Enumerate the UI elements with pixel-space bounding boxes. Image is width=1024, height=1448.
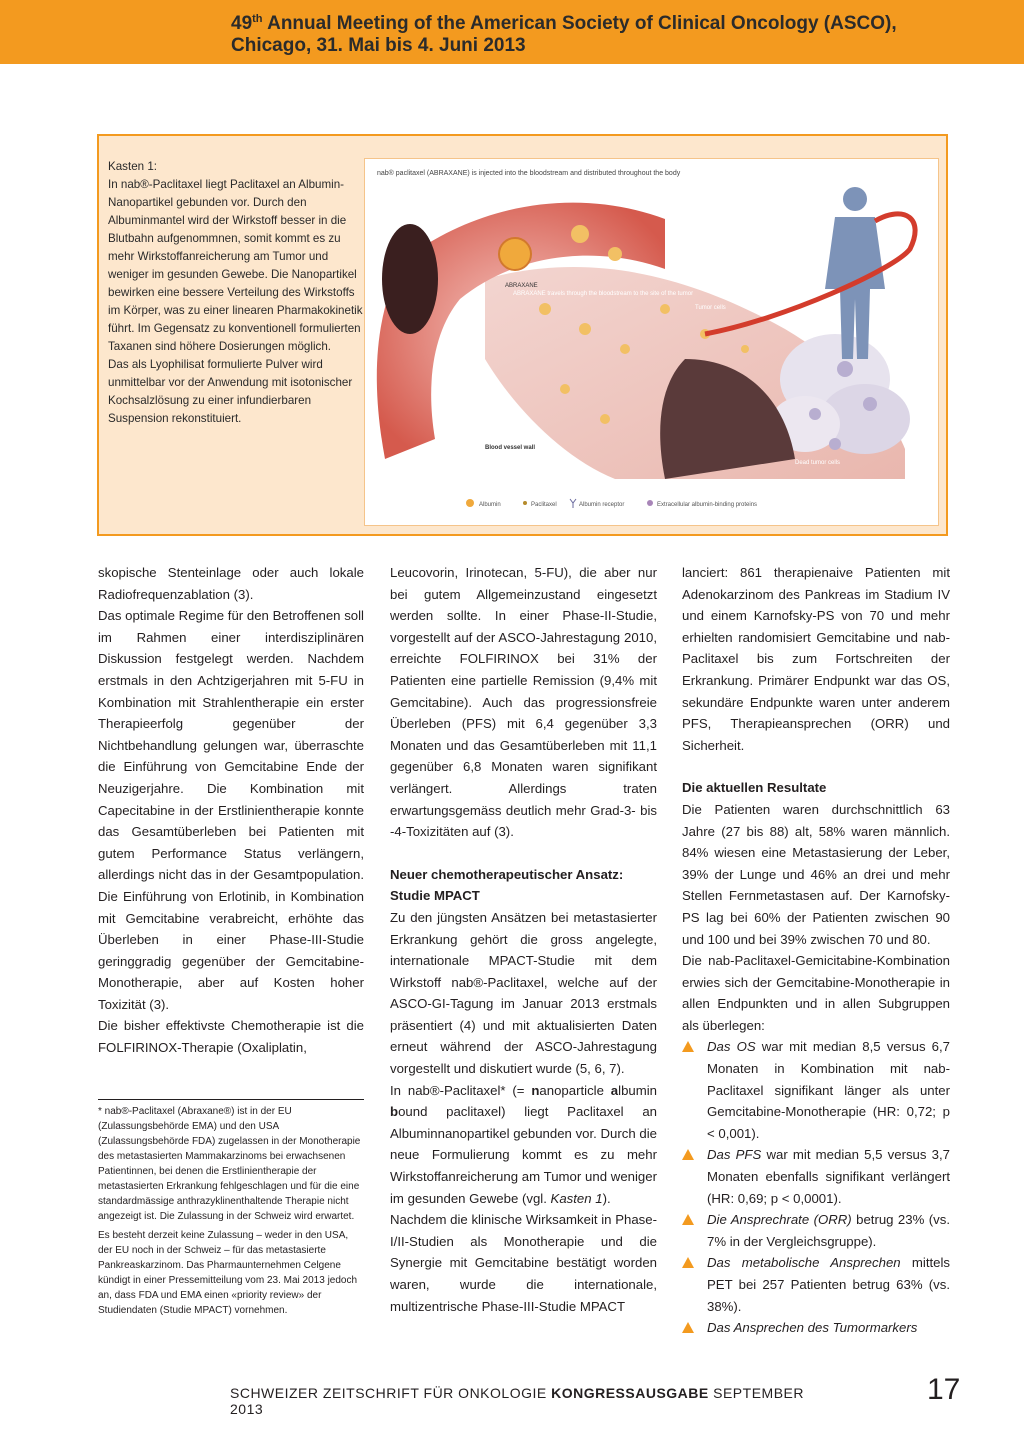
title-number: 49: [231, 13, 253, 34]
vessel-opening: [382, 224, 438, 334]
col3-paragraph-1: lanciert: 861 therapienaive Patienten mit Adenokarzinom des Pankreas im Stadium IV und einem Karnofsky-PS von 70 und mehr erhielten randomisiert Gemcitabine und nab-Paclitaxel bis zum Fortschreiten der Erkrankung. Primärer Endpunkt war das OS, sekundäre Endpunkte waren unter anderem PFS, Therapieansprechen (ORR) und Sicherheit.: [682, 565, 950, 753]
figure-label-tumor: Tumor cells: [695, 305, 726, 311]
legend-receptor: Albumin receptor: [579, 502, 625, 508]
triangle-bullet-icon: [682, 1322, 694, 1333]
column-3: [682, 562, 950, 1339]
col2-paragraph-1: Leucovorin, Irinotecan, 5-FU), die aber nur bei gutem Allgemeinzustand eingesetzt werden sollte. In einer Phase-II-Studie, vorgestellt auf der ASCO-Jahrestagung 2010, erreichte FOLFIRINOX bei 31% der Patienten eine partielle Remission (9,4% mit Gemcitabine). Auch das progressionsfreie Überleben (PFS) mit 6,4 gegenüber 3,3 Monaten und das Gesamtüberleben mit 11,1 gegenüber 6,8 Monaten waren signifikant verlängert. Allerdings traten erwartungsgemäss deutlich mehr Grad-3- bis -4-Toxizitäten auf (3).: [390, 565, 657, 840]
info-box-text: [108, 158, 363, 428]
col3-paragraph-2: Die Patienten waren durchschnittlich 63 Jahre (27 bis 88) alt, 58% waren männlich. 84% wiesen eine Metastasierung der Leber, 39% der Lunge und 46% an drei und mehr Stellen Fernmetastasen auf. Der Karnofsky-PS lag bei 60% der Patienten zwischen 90 und 100 und bei 39% zwischen 70 und 80.: [682, 801, 950, 947]
title-line-2: Chicago, 31. Mai bis 4. Juni 2013: [231, 35, 526, 56]
list-item: Das metabolische Ansprechen mittels PET bei 257 Patienten betrug 63% (vs. 38%).: [682, 1252, 950, 1317]
issue-date: SEPTEMBER 2013: [230, 1385, 804, 1417]
col3-paragraph-3: Die nab-Paclitaxel-Gemicitabine-Kombination erwies sich der Gemcitabine-Monotherapie in allen Endpunkten und in allen Subgruppen als überlegen:: [682, 953, 950, 1033]
list-item: Das PFS war mit median 5,5 versus 3,7 Monaten ebenfalls signifikant verlängert (HR: 0,69; p < 0,0001).: [682, 1144, 950, 1209]
footnotes: [98, 1104, 364, 1322]
triangle-bullet-icon: [682, 1257, 694, 1268]
header-band: [0, 0, 1024, 64]
list-item: Das Ansprechen des Tumormarkers: [682, 1317, 950, 1339]
page-number: 17: [927, 1373, 961, 1406]
col1-paragraph-2: Das optimale Regime für den Betroffenen soll im Rahmen einer interdisziplinären Diskussion festgelegt werden. Nachdem erstmals in den Achtzigerjahren mit 5-FU in Kombination mit Strahlentherapie ein erster Therapieerfolg gegenüber der Nichtbehandlung gelungen war, überraschte die Einführung von Gemcitabine Ende der Neuzigerjahre. Die Kombination mit Capecitabine in der Erstlinientherapie konnte das Gesamtüberleben bei Patienten mit gutem Performance Status verlängern, allerdings nicht das in der Gesamtpopulation. Die Einführung von Erlotinib, in Kombination mit Gemcitabine verabreicht, erhöhte das Überleben in einer Phase-III-Studie geringgradig gegenüber der Gemcitabine-Monotherapie, aber auf Kosten hoher Toxizität (3).: [98, 608, 364, 1012]
page-title: [231, 13, 1011, 57]
figure-label-abraxane: ABRAXANE: [505, 283, 538, 289]
mechanism-illustration: [365, 159, 938, 525]
col2-paragraph-4: Nachdem die klinische Wirksamkeit in Phase-I/II-Studien als Monotherapie und die Synergie mit Gemcitabine bestätigt worden waren, wurde die internationale, multizentrische Phase-III-Studie MPACT: [390, 1212, 657, 1314]
triangle-bullet-icon: [682, 1149, 694, 1160]
column-2: [390, 562, 657, 1317]
col2-paragraph-2: Zu den jüngsten Ansätzen bei metastasierter Erkrankung gehört die gross angelegte, internationale MPACT-Studie mit dem Wirkstoff nab®-Paclitaxel, welche auf der ASCO-GI-Tagung im Januar 2013 erstmals präsentiert (4) und mit aktualisierten Daten erneut während der ASCO-Jahrestagung vorgestellt und diskutiert wurde (5, 6, 7).: [390, 909, 657, 1077]
figure-label-vessel: Blood vessel wall: [485, 445, 536, 451]
info-box-title: Kasten 1:: [108, 160, 157, 173]
column-1: [98, 562, 364, 1059]
info-box-paragraph-2: Das als Lyophilisat formulierte Pulver wird unmittelbar vor der Anwendung mit isotonischer Kochsalzlösung zu einer infundierbaren Suspension rekonstituiert.: [108, 358, 353, 425]
col1-paragraph-3: Die bisher effektivste Chemotherapie ist die FOLFIRINOX-Therapie (Oxaliplatin,: [98, 1018, 364, 1056]
triangle-bullet-icon: [682, 1214, 694, 1225]
section-heading-results: Die aktuellen Resultate: [682, 780, 827, 796]
title-line-1: [231, 13, 1011, 35]
footnote-2: Es besteht derzeit keine Zulassung – weder in den USA, der EU noch in der Schweiz – für das metastasierte Pankreaskarzinom. Das Pharmaunternehmen Celgene kündigt in einer Pressemitteilung vom 23. Mai 2013 jedoch an, dass FDA und EMA einen «priority review» der Studiendaten (Studie MPACT) vornehmen.: [98, 1230, 358, 1316]
footnote-divider: [98, 1099, 364, 1100]
running-footer: [230, 1385, 810, 1417]
title-line1-text: Annual Meeting of the American Society of Clinical Oncology (ASCO),: [262, 13, 897, 34]
figure-label-2: ABRAXANE travels through the bloodstream to the site of the tumor: [513, 291, 694, 297]
list-item: Das OS war mit median 8,5 versus 6,7 Monaten in Kombination mit nab-Paclitaxel signifikant länger als unter Gemcitabine-Monotherapie (HR: 0,72; p < 0,001).: [682, 1036, 950, 1144]
kasten-reference: Kasten 1: [550, 1190, 603, 1206]
journal-name: SCHWEIZER ZEITSCHRIFT FÜR ONKOLOGIE: [230, 1385, 552, 1401]
legend-paclitaxel: Paclitaxel: [531, 502, 557, 508]
mechanism-figure: [364, 158, 939, 526]
legend-albumin: Albumin: [479, 502, 501, 508]
col2-paragraph-3: In nab®-Paclitaxel* (= nanoparticle albumin bound paclitaxel) liegt Paclitaxel an Albuminnanopartikel gebunden vor. Durch die neue Formulierung kommt es zu mehr Wirkstoffanreicherung am Tumor und weniger im gesunden Gewebe (vgl. Kasten 1).: [390, 1082, 657, 1206]
info-box-paragraph-1: In nab®-Paclitaxel liegt Paclitaxel an Albumin-Nanopartikel gebunden vor. Durch den Albuminmantel wird der Wirkstoff besser in die Blutbahn aufgenommnen, somit kommt es zu mehr Wirkstoffanreicherung am Tumor und weniger im gesunden Gewebe. Die Nanopartikel bewirken eine bessere Verteilung des Wirkstoffs im Körper, was zu einer linearen Pharmakokinetik führt. Im Gegensatz zu konventionell formulierten Taxanen sind höhere Dosierungen möglich.: [108, 178, 363, 353]
list-item: Die Ansprechrate (ORR) betrug 23% (vs. 7% in der Vergleichsgruppe).: [682, 1209, 950, 1252]
footnote-1: * nab®-Paclitaxel (Abraxane®) ist in der EU (Zulassungsbehörde EMA) und den USA (Zulassungsbehörde FDA) zugelassen in der Monotherapie des metastasierten Mammakarzinoms bei erwachsenen Patientinnen, bei denen die Erstlinientherapie der metastasierten Erkrankung fehlgeschlagen und für die eine standardmässige anthrazyklinenthaltende Therapie nicht angezeigt ist. Die Zulassung in der Schweiz wird erwartet.: [98, 1106, 361, 1222]
col1-paragraph-1: skopische Stenteinlage oder auch lokale Radiofrequenzablation (3).: [98, 565, 364, 602]
legend-sparc: Extracellular albumin-binding proteins: [657, 502, 758, 508]
issue-name: KONGRESSAUSGABE: [551, 1385, 709, 1401]
section-heading-mpact: Neuer chemotherapeutischer Ansatz: Studie MPACT: [390, 866, 624, 904]
triangle-bullet-icon: [682, 1041, 694, 1052]
results-list: [682, 1036, 950, 1338]
info-box: [97, 134, 948, 536]
figure-label-1: nab® paclitaxel (ABRAXANE) is injected into the bloodstream and distributed throughout the body: [377, 170, 681, 177]
title-sup: th: [252, 13, 263, 25]
figure-label-dead: Dead tumor cells: [795, 460, 841, 466]
